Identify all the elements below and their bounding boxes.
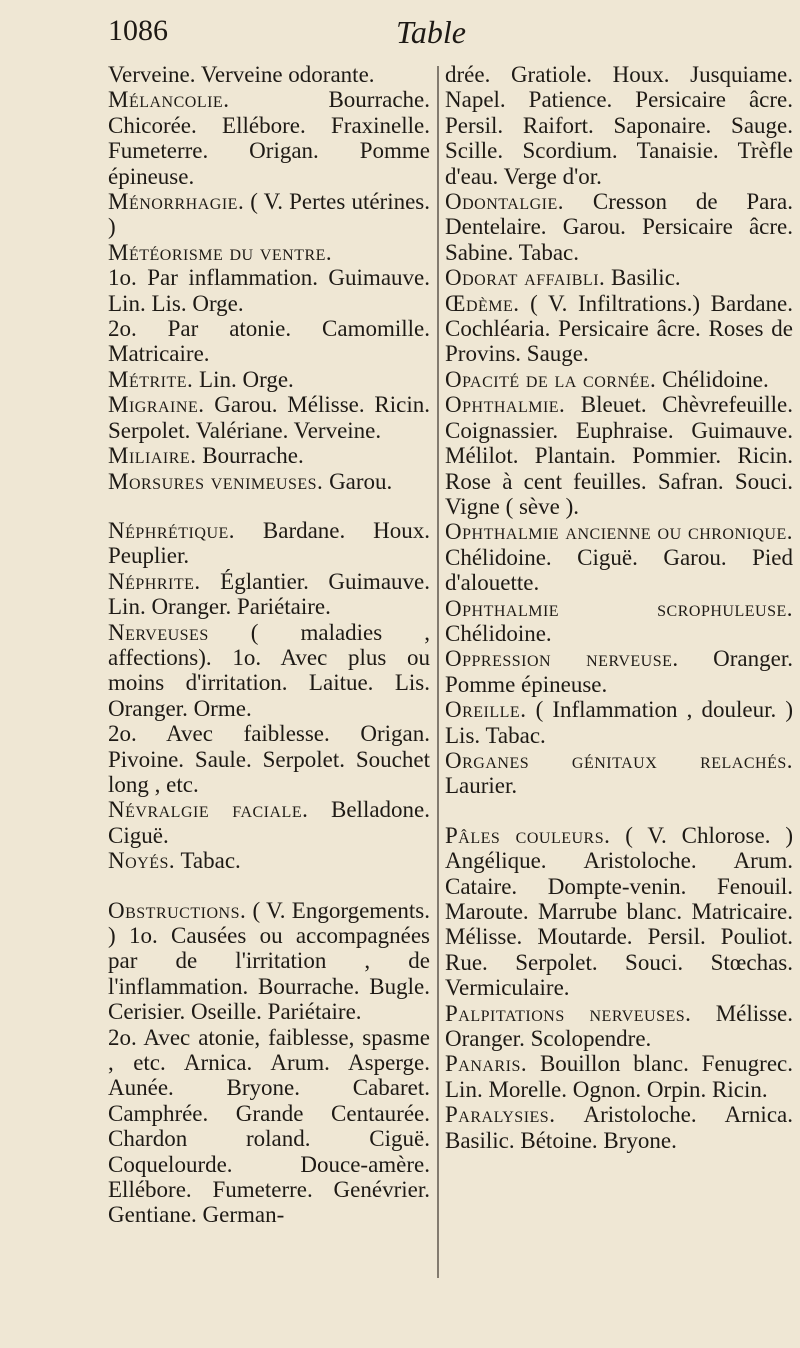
entry-heading: Morsures venimeuses. — [108, 468, 324, 494]
entry-text: ( Inflammation , douleur. ) Lis. Tabac. — [445, 697, 793, 748]
page-number: 1086 — [108, 14, 168, 47]
entry-heading: Néphrétique. — [108, 517, 236, 543]
entry-heading: Météorisme du ventre. — [108, 239, 333, 265]
entry-text: 1o. Par inflammation. Guimauve. Lin. Lis. Orge. — [108, 265, 430, 316]
entry-text: ( V. Engorgements. ) 1o. Causées ou accompagnées par de l'irritation , de l'inflammation. Bourrache. Bugle. Cerisier. Oseille. Pariétaire. — [108, 897, 430, 1025]
index-entry — [108, 797, 430, 848]
index-entry — [445, 1001, 793, 1052]
entry-text: Églantier. Guimauve. Lin. Oranger. Pariétaire. — [108, 568, 430, 620]
entry-text: Belladone. Ciguë. — [108, 797, 430, 848]
entry-text: ( V. Pertes utérines. ) — [108, 189, 430, 240]
index-entry — [108, 392, 430, 443]
entry-text: Aristoloche. Arnica. Basilic. Bétoine. Bryone. — [445, 1102, 793, 1153]
entry-text: Basilic. — [605, 265, 681, 291]
entry-text: Lin. Orge. — [193, 366, 294, 392]
entry-heading: Œdème. — [445, 290, 520, 316]
entry-heading: Opacité de la cornée. — [445, 366, 657, 392]
entry-text: Chélidoine. — [445, 620, 552, 646]
entry-text: ( maladies , affections). 1o. Avec plus ou moins d'irritation. Laitue. Lis. Oranger. Orme. — [108, 619, 430, 721]
index-entry — [445, 367, 793, 392]
entry-heading: Odontalgie. — [445, 189, 565, 215]
index-entry — [445, 519, 793, 595]
entry-heading: Pâles couleurs. — [445, 822, 611, 848]
entry-text: Oranger. Pomme épineuse. — [445, 646, 793, 697]
section-gap — [445, 799, 793, 823]
index-entry — [108, 469, 430, 494]
entry-heading: Organes génitaux relachés. — [445, 747, 793, 773]
index-entry — [445, 748, 793, 799]
entry-text: Mélisse. Oranger. Scolopendre. — [445, 1000, 793, 1052]
entry-text: Bouillon blanc. Fenugrec. Lin. Morelle. Ognon. Orpin. Ricin. — [445, 1051, 793, 1102]
entry-text: Tabac. — [175, 848, 241, 874]
section-gap — [108, 874, 430, 898]
entry-text: Verveine. Verveine odorante. — [108, 62, 375, 87]
entry-heading: Panaris. — [445, 1051, 528, 1077]
index-entry — [108, 265, 430, 316]
index-entry — [108, 443, 430, 468]
index-entry — [108, 848, 430, 873]
index-entry — [445, 1051, 793, 1102]
entry-text: Bourrache. Chicorée. Ellébore. Fraxinelle. Fumeterre. Origan. Pomme épineuse. — [108, 87, 430, 189]
index-entry — [108, 620, 430, 722]
index-entry — [445, 189, 793, 265]
entry-heading: Ménorrhagie. — [108, 189, 245, 215]
entry-text: Chélidoine. — [656, 366, 769, 392]
index-entry — [108, 1025, 430, 1228]
running-title: Table — [396, 14, 466, 50]
left-column — [108, 62, 430, 1228]
entry-heading: Noyés. — [108, 848, 176, 874]
index-entry — [445, 291, 793, 367]
entry-text: Bardane. Houx. Peuplier. — [108, 517, 430, 569]
entry-text: drée. Gratiole. Houx. Jusquiame. Napel. Patience. Persicaire âcre. Persil. Raifort. Saponaire. Sauge. Scille. Scordium. Tanaisie. Trèfle d'eau. Verge d'or. — [445, 62, 793, 189]
index-entry — [108, 569, 430, 620]
entry-text: ( V. Chlorose. ) Angélique. Aristoloche. Arum. Cataire. Dompte-venin. Fenouil. Maroute. Marrube blanc. Matricaire. Mélisse. Moutarde. Persil. Pouliot. Rue. Serpolet. Souci. Stœchas. Vermiculaire. — [445, 822, 793, 1001]
entry-text: 2o. Avec atonie, faiblesse, spasme , etc. Arnica. Arum. Asperge. Aunée. Bryone. Cabaret. Camphrée. Grande Centaurée. Chardon roland. Ciguë. Coquelourde. Douce-amère. Ellébore. Fumeterre. Genévrier. Gentiane. German- — [108, 1024, 430, 1228]
section-gap — [108, 494, 430, 518]
entry-heading: Migraine. — [108, 392, 205, 418]
index-entry — [445, 697, 793, 748]
index-entry — [108, 518, 430, 569]
index-entry — [445, 646, 793, 697]
index-entry — [445, 392, 793, 519]
index-entry — [445, 823, 793, 1001]
index-entry — [108, 316, 430, 367]
index-entry — [445, 62, 793, 189]
entry-heading: Oreille. — [445, 697, 527, 723]
right-column — [445, 62, 793, 1153]
index-entry — [445, 596, 793, 647]
index-entry — [108, 898, 430, 1025]
entry-heading: Néphrite. — [108, 568, 201, 594]
entry-text: 2o. Par atonie. Camomille. Matricaire. — [108, 316, 430, 367]
index-entry — [108, 189, 430, 240]
entry-text: ( V. Infiltrations.) Bardane. Cochléaria. Persicaire âcre. Roses de Provins. Sauge. — [445, 290, 793, 367]
entry-heading: Odorat affaibli. — [445, 265, 606, 291]
entry-heading: Ophthalmie ancienne ou chronique. — [445, 519, 793, 545]
index-entry — [108, 240, 430, 265]
column-divider — [437, 66, 439, 1278]
entry-heading: Miliaire. — [108, 443, 197, 469]
entry-text: Bourrache. — [196, 443, 304, 469]
index-entry — [108, 367, 430, 392]
entry-text: Garou. — [323, 468, 393, 494]
entry-text: Cresson de Para. Dentelaire. Garou. Persicaire âcre. Sabine. Tabac. — [445, 189, 793, 265]
index-entry — [445, 1102, 793, 1153]
entry-text: Laurier. — [445, 773, 518, 799]
page-header — [108, 14, 788, 58]
entry-text: Garou. Mélisse. Ricin. Serpolet. Valériane. Verveine. — [108, 392, 430, 443]
entry-heading: Palpitations nerveuses. — [445, 1000, 692, 1026]
entry-heading: Obstructions. — [108, 897, 247, 923]
entry-heading: Nerveuses — [108, 619, 209, 645]
index-entry — [108, 721, 430, 797]
entry-heading: Ophthalmie scrophuleuse. — [445, 595, 793, 621]
entry-heading: Paralysies. — [445, 1102, 556, 1128]
index-entry — [445, 265, 793, 290]
index-entry — [108, 62, 430, 87]
entry-text: Chélidoine. Ciguë. Garou. Pied d'alouette. — [445, 544, 793, 596]
entry-heading: Métrite. — [108, 366, 194, 392]
index-entry — [108, 87, 430, 189]
entry-heading: Mélancolie. — [108, 87, 230, 113]
entry-heading: Névralgie faciale. — [108, 797, 309, 823]
entry-heading: Ophthalmie. — [445, 392, 566, 418]
entry-text: Bleuet. Chèvrefeuille. Coignassier. Euphraise. Guimauve. Mélilot. Plantain. Pommier. Ricin. Rose à cent feuilles. Safran. Souci. Vigne ( sève ). — [445, 392, 793, 519]
entry-text: 2o. Avec faiblesse. Origan. Pivoine. Saule. Serpolet. Souchet long , etc. — [108, 721, 430, 797]
entry-heading: Oppression nerveuse. — [445, 646, 679, 672]
